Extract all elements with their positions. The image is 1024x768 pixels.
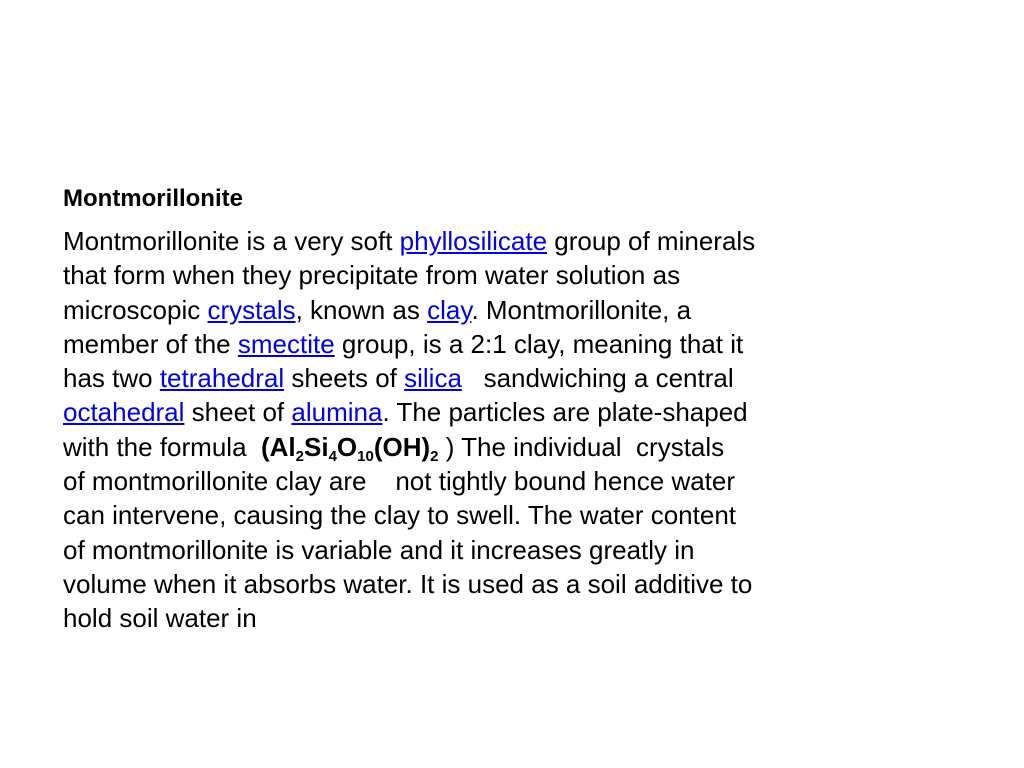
text-segment: . The particles are plate-shaped (382, 397, 748, 428)
slide-title: Montmorillonite (63, 185, 243, 212)
text-line (63, 361, 963, 395)
text-segment: . Montmorillonite, a (471, 294, 692, 325)
text-segment: microscopic (63, 294, 208, 325)
text-segment: Montmorillonite is a very soft (63, 226, 400, 256)
text-segment: sandwiching a central (461, 363, 734, 394)
text-line (63, 430, 963, 464)
formula-part: (OH) (373, 431, 431, 462)
formula-part: Si (304, 431, 329, 462)
link-alumina[interactable]: alumina (291, 397, 383, 428)
link-tetrahedral[interactable]: tetrahedral (159, 363, 285, 394)
formula-part: (Al (260, 431, 296, 462)
text-segment: member of the (63, 328, 238, 359)
link-phyllosilicate[interactable]: phyllosilicate (399, 226, 548, 256)
text-line: that form when they precipitate from water solution as (63, 260, 681, 291)
text-segment: ) The individual crystals (438, 431, 725, 462)
formula-subscript: 2 (295, 447, 304, 465)
formula-subscript: 4 (328, 447, 337, 465)
text-line: volume when it absorbs water. It is used as a soil additive to (63, 568, 753, 599)
chemical-formula (260, 431, 439, 465)
link-crystals[interactable]: crystals (207, 294, 296, 325)
text-segment: has two (63, 363, 160, 394)
text-line: of montmorillonite is variable and it increases greatly in (63, 534, 695, 565)
text-segment: sheet of (184, 397, 292, 428)
text-line (63, 327, 963, 361)
text-segment: , known as (295, 294, 428, 325)
link-clay[interactable]: clay (427, 294, 472, 325)
text-line (63, 395, 963, 429)
text-segment: group, is a 2:1 clay, meaning that it (334, 328, 744, 359)
link-smectite[interactable]: smectite (237, 328, 335, 359)
link-octahedral[interactable]: octahedral (63, 397, 185, 428)
body-text (63, 224, 963, 636)
formula-part: O (336, 431, 358, 462)
text-line: of montmorillonite clay are not tightly bound hence water (63, 466, 736, 497)
text-segment: group of minerals (547, 226, 756, 256)
text-segment: with the formula (63, 431, 261, 462)
formula-subscript: 10 (357, 447, 374, 465)
text-line (63, 224, 963, 258)
link-silica[interactable]: silica (404, 363, 462, 394)
text-segment: sheets of (284, 363, 405, 394)
text-line: hold soil water in (63, 603, 257, 634)
formula-subscript: 2 (430, 447, 439, 465)
text-line (63, 293, 963, 327)
text-line: can intervene, causing the clay to swell. The water content (63, 500, 737, 531)
